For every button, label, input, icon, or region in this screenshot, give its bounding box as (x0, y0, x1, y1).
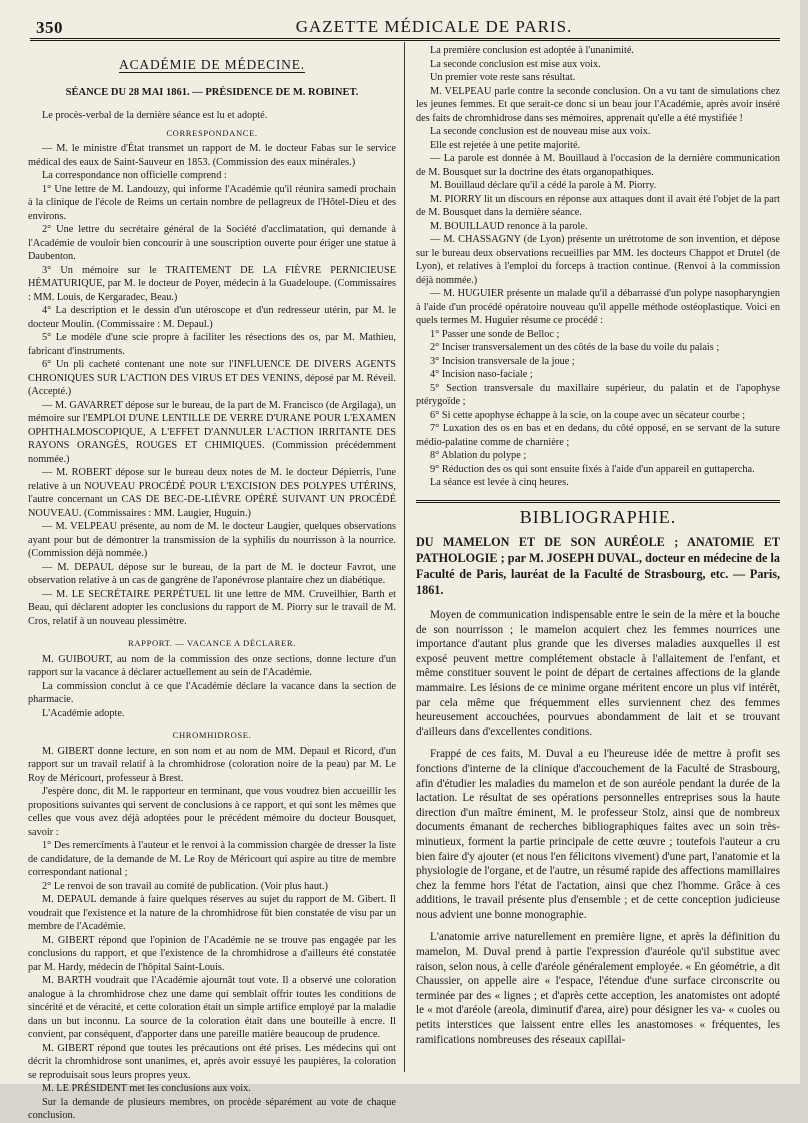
paragraph: La commission conclut à ce que l'Académie déclare la vacance dans la section de pharmacie. (28, 680, 396, 705)
paragraph: — M. ROBERT dépose sur le bureau deux notes de M. le docteur Dépierris, l'une relative à un NOUVEAU PROCÉDÉ POUR L'EXCISION DES POLYPES UTÉRINS, l'autre concernant un CAS DE BEC-DE-LIÈVRE OPÉRÉ SUIVANT UN PROCÉDÉ NOUVEAU. (Commissaires : MM. Laugier, Huguin.) (28, 467, 396, 519)
paragraph: La correspondance non officielle comprend : (42, 170, 227, 181)
paragraph: M. DEPAUL demande à faire quelques réserves au sujet du rapport de M. Gibert. Il voudrait que l'existence et la nature de la chromhidrose fût bien constatée de visu par un membre de l'Académie. (28, 894, 396, 932)
paragraph: 1° Passer une sonde de Belloc ; (430, 328, 560, 340)
paragraph: M. VELPEAU parle contre la seconde conclusion. On a vu tant de simulations chez les jeunes femmes. Et que serait-ce donc si un beau jour l'Académie, après avoir inséré des faits de chromhidrose dans ses mémoires, apprenait qu'elle a été mystifiée ! (416, 85, 780, 124)
paragraph: M. LE PRÉSIDENT met les conclusions aux voix. (42, 1083, 251, 1094)
paragraph: — M. le ministre d'État transmet un rapport de M. le docteur Fabas sur le service médical des eaux de Saint-Sauveur en 1853. (Commission des eaux minérales.) (28, 143, 396, 168)
paragraph: Sur la demande de plusieurs membres, on procède séparément au vote de chaque conclusion. (28, 1096, 396, 1121)
paragraph: — M. VELPEAU présente, au nom de M. le docteur Laugier, quelques observations ayant pour but de démontrer la transmission de la syphilis du nourrisson à la nourrice. (Commission déjà nommée.) (28, 521, 396, 559)
running-head (30, 16, 778, 38)
paragraph: — M. DEPAUL dépose sur le bureau, de la part de M. le docteur Favrot, une observation relative à un cas de gangrène de l'aponévrose plantaire chez un diabétique. (28, 561, 396, 586)
paragraph: M. GUIBOURT, au nom de la commission des onze sections, donne lecture d'un rapport sur la vacance à déclarer actuellement au sein de l'Académie. (28, 653, 396, 678)
paragraph: Moyen de communication indispensable entre le sein de la mère et la bouche de son nourrisson ; le mamelon acquiert chez les femmes nourrices une importance d'autant plus grande que les diverses maladies auxquelles il est exposé peuvent mettre complétement obstacle à l'allaitement de l'enfant, et même constituer souvent le point de départ de certaines affections de la glande mammaire. Les lésions de ce minime organe méritent encore un plus vif intérêt, par cela même que fréquemment elles surviennent chez des femmes heureusement accouchées, pourvues abondamment de lait et se trouvant d'ailleurs dans d'excellentes conditions. (416, 609, 780, 738)
correspondence-block (28, 142, 396, 628)
paragraph: Un premier vote reste sans résultat. (430, 72, 576, 83)
paragraph: 5° Le modèle d'une scie propre à faciliter les résections des os, par M. Mathieu, fabricant d'instruments. (28, 332, 396, 357)
paragraph: 9° Réduction des os qui sont ensuite fixés à l'aide d'un appareil en guttapercha. (430, 463, 755, 475)
paragraph: — La parole est donnée à M. Bouillaud à l'occasion de la dernière communication de M. Bousquet sur la doctrine des états organopathiques. (416, 153, 780, 178)
journal-title: GAZETTE MÉDICALE DE PARIS. (295, 17, 573, 36)
bibliography-body (416, 608, 780, 1047)
paragraph: M. BARTH voudrait que l'Académie ajournât tout vote. Il a observé une coloration analogue à la chromhidrose chez une dame qui semblait offrir toutes les conditions de sincérité et de véracité, et cette coloration était un simple artifice employé par la maladie dans un but inconnu. La source de la coloration était dans une bouteille à encre. Il convient, par conséquent, d'apporter dans une pareille matière beaucoup de prudence. (28, 975, 396, 1040)
paragraph: La séance est levée à cinq heures. (430, 477, 569, 488)
left-column (28, 44, 396, 1121)
rapport-block (28, 653, 396, 721)
chromhidrose-block (28, 745, 396, 1123)
paragraph: 1° Des remercîments à l'auteur et le renvoi à la commission chargée de dresser la liste de candidature, de la demande de M. Le Roy de Méricourt qui aspire au titre de membre correspondant national ; (28, 840, 396, 878)
paragraph: 6° Un pli cacheté contenant une note sur l'INFLUENCE DE DIVERS AGENTS CHRONIQUES SUR L'ACTION DES VIRUS ET DES VENINS, déposé par M. Réveil. (Accepté.) (28, 359, 396, 397)
paragraph: Elle est rejetée à une petite majorité. (430, 139, 581, 151)
paragraph: J'espère donc, dit M. le rapporteur en terminant, que vous voudrez bien accueillir les propositions suivantes qui servent de conclusions à ce rapport, et qui sont les mêmes que celles que vous avez déjà adoptées pour le précédent mémoire du docteur Bousquet, savoir : (28, 786, 396, 838)
paragraph: 1° Une lettre de M. Landouzy, qui informe l'Académie qu'il réunira samedi prochain à la clinique de l'école de Reims un certain nombre de pellagreux de l'Hôtel-Dieu et des environs. (28, 183, 396, 222)
paragraph: M. Bouillaud déclare qu'il a cédé la parole à M. Piorry. (430, 180, 657, 191)
sitting-header: SÉANCE DU 28 MAI 1861. — PRÉSIDENCE DE M. ROBINET. (65, 86, 359, 98)
intro-block (28, 109, 396, 123)
paragraph: Le procès-verbal de la dernière séance est lu et adopté. (42, 110, 268, 121)
bibliography-rule (416, 500, 780, 503)
paragraph: M. BOUILLAUD renonce à la parole. (430, 220, 588, 232)
paragraph: — M. HUGUIER présente un malade qu'il a débarrassé d'un polype nasopharyngien à l'aide d'un procédé opératoire nouveau qu'il appelle méthode ostéoplastique. Voici en quels termes M. Huguier résume ce procédé : (416, 288, 780, 326)
paragraph: 2° Inciser transversalement un des côtés de la base du voile du palais ; (430, 342, 720, 353)
rapport-heading: RAPPORT. — VACANCE A DÉCLARER. (128, 638, 296, 648)
paragraph: 6° Si cette apophyse échappe à la scie, on la coupe avec un sécateur courbe ; (430, 409, 746, 421)
page-number: 350 (36, 18, 63, 37)
paragraph: M. GIBERT répond que l'opinion de l'Académie ne se trouve pas engagée par les conclusions du rapport, et que l'existence de la chromhidrose a d'ailleurs été constatée par M. Hardy, médecin de l'hôpital Saint-Louis. (28, 934, 396, 973)
paragraph: L'anatomie arrive naturellement en première ligne, et après la définition du mamelon, M. Duval prend à partie l'expression d'auréole qu'il substitue avec raison, selon nous, à celle d'aréole généralement employée. « En géométrie, a dit Chaussier, on appelle aire « l'espace, l'étendue d'une surface circonscrite ou terminée par des « lignes ; et d'après cette acception, les anatomistes ont adopté le « mot d'aréole (areola, diminutif d'area, aire) pour désigner les va- « cuoles ou petits interstices que laissent entre elles les anastomoses « fréquentes, les ramifications nombreuses des réseaux capillai- (416, 931, 780, 1046)
paragraph: Frappé de ces faits, M. Duval a eu l'heureuse idée de mettre à profit ses fonctions d'interne de la clinique d'accouchement de la Faculté de Strasbourg, afin d'étudier les maladies du mamelon et de son auréole pendant la durée de la lactation. Le résultat de ses opérations personnelles entreprises sous la haute direction d'un maître éminent, M. le professeur Stolz, ainsi que de nombreux documents émanant de recherches bibliographiques faites avec un soin très-minutieux, forment la partie principale de cette œuvre ; toutefois l'auteur a cru bien faire d'y ajouter (et nous l'en félicitons vivement) d'une part, l'anatomie et la physiologie de l'organe, et de l'autre, un résumé rapide des affections mamillaires chez la femme hors l'état de l'actation, ainsi que chez l'homme. Grâce à ces additions, le travail présente plus d'ensemble ; et de cette conception judicieuse nous advient une bonne monographie. (416, 748, 780, 921)
paragraph: 2° Une lettre du secrétaire général de la Société d'acclimatation, qui demande à l'Académie de vouloir bien concourir à une souscription ouverte pour ériger une statue à Daubenton. (28, 224, 396, 262)
paragraph: M. GIBERT donne lecture, en son nom et au nom de MM. Depaul et Ricord, d'un rapport sur un travail relatif à la chromhidrose (coloration noire de la peau) par M. Le Roy de Méricourt, professeur à Brest. (28, 745, 396, 784)
paragraph: M. PIORRY lit un discours en réponse aux attaques dont il avait été l'objet de la part de M. Bousquet dans la dernière séance. (416, 193, 780, 218)
paragraph: 4° La description et le dessin d'un utéroscope et d'un redresseur utérin, par M. le docteur Moulin. (Commissaire : M. Depaul.) (28, 305, 396, 330)
paragraph: 3° Un mémoire sur le TRAITEMENT DE LA FIÈVRE PERNICIEUSE HÉMATURIQUE, par M. le docteur de Poyer, médecin à la Guadeloupe. (Commissaires : MM. Louis, de Kergaradec, Beau.) (28, 264, 396, 303)
header-rule (30, 38, 780, 41)
paragraph: — M. GAVARRET dépose sur le bureau, de la part de M. Francisco (de Argilaga), un mémoire sur l'EMPLOI D'UNE LENTILLE DE VERRE D'URANE POUR L'EXAMEN OPHTHALMOSCOPIQUE, A L'EFFET D'ANNULER L'ACTION IRRITANTE DES RAYONS ORANGÉS, ROUGES ET CHIMIQUES. (Commission précédemment nommée.) (28, 399, 396, 465)
book-title: DU MAMELON ET DE SON AURÉOLE ; ANATOMIE ET PATHOLOGIE ; par M. JOSEPH DUVAL, docteur en médecine de la Faculté de Paris, lauréat de la Faculté de Strasbourg, etc. — Paris, 1861. (416, 535, 780, 597)
paragraph: La première conclusion est adoptée à l'unanimité. (430, 45, 634, 56)
paragraph: La seconde conclusion est mise aux voix. (430, 58, 601, 70)
paragraph: La seconde conclusion est de nouveau mise aux voix. (430, 126, 651, 137)
paragraph: 4° Incision naso-faciale ; (430, 369, 533, 380)
chromhidrose-heading: CHROMHIDROSE. (172, 730, 252, 740)
votes-block (416, 44, 780, 490)
right-column (416, 44, 780, 1080)
paragraph: 3° Incision transversale de la joue ; (430, 355, 575, 367)
paragraph: 7° Luxation des os en bas et en dedans, du côté opposé, en se servant de la suture médio-palatine comme de charnière ; (416, 423, 780, 448)
correspondence-heading: CORRESPONDANCE. (166, 127, 258, 138)
section-title: ACADÉMIE DE MÉDECINE. (119, 57, 305, 72)
paragraph: 8° Ablation du polype ; (430, 450, 527, 461)
column-divider (404, 42, 405, 1072)
paragraph: 2° Le renvoi de son travail au comité de publication. (Voir plus haut.) (42, 880, 328, 892)
paragraph: — M. LE SECRÉTAIRE PERPÉTUEL lit une lettre de MM. Cruveilhier, Barth et Beau, qui déclarent adopter les conclusions du rapport de M. Piorry sur le travail de M. Cros, relatif à un nouveau plessimètre. (28, 588, 396, 627)
paragraph: — M. CHASSAGNY (de Lyon) présente un urétrotome de son invention, et dépose sur le bureau deux observations recueillies par MM. les docteurs Chappot et Drutel (de Lyon), et relatives à l'emploi du forceps à traction continue. (Renvoi à la commission déjà nommée.) (416, 234, 780, 286)
bibliography-heading: BIBLIOGRAPHIE. (519, 506, 677, 527)
paragraph: L'Académie adopte. (42, 707, 125, 719)
paragraph: M. GIBERT répond que toutes les précautions ont été prises. Les médecins qui ont décrit la chromhidrose sont unanimes, et, après avoir essuyé les paupières, la coloration se reproduisait sous leurs propres yeux. (28, 1042, 396, 1081)
paragraph: 5° Section transversale du maxillaire supérieur, du palatin et de l'apophyse ptérygoïde ; (416, 382, 780, 407)
